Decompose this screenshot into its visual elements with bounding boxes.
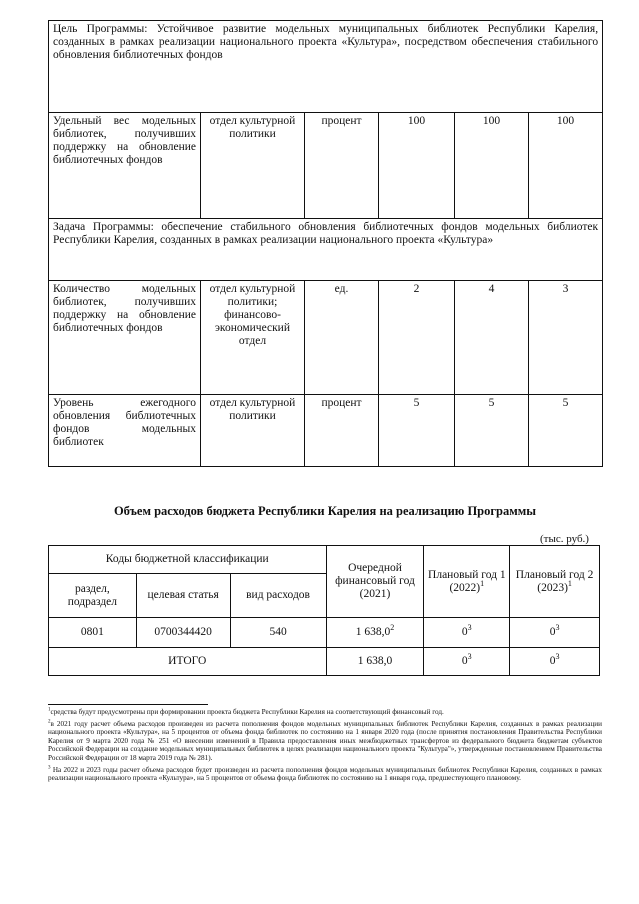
footnote-3: $^3$ На 2022 и 2023 годы расчет объема расходов будет произведен из расчета пополнения фондов модельных муниципальных библиотек Республики Карелия, созданных в рамках реализации национального проекта «Культура», на 5 процентов от объема фонда библиотек по состоянию на 1 января года, предшествующего плановому. — [48, 765, 602, 783]
total-plan-1: $0^3$ — [424, 648, 510, 676]
header-codes: Коды бюджетной классификации — [49, 546, 327, 574]
program-goal: Цель Программы: Устойчивое развитие модельных муниципальных библиотек Республики Карелия, созданных в рамках реализации национального проекта «Культура», посредством обеспечения стабильного обновления библиотечных фондов — [49, 21, 603, 113]
total-label: ИТОГО — [49, 648, 327, 676]
value-1: 2 — [379, 281, 455, 395]
responsible-dept: отдел культурной политики — [201, 113, 305, 219]
value-3: 3 — [529, 281, 603, 395]
cell-plan-1: $0^3$ — [424, 618, 510, 648]
table-row — [49, 113, 603, 219]
value-3: 5 — [529, 395, 603, 467]
value-1: 5 — [379, 395, 455, 467]
responsible-dept: отдел культурной политики; финансово-экономический отдел — [201, 281, 305, 395]
cell-kind: 540 — [230, 618, 326, 648]
indicator-name: Количество модельных библиотек, получивших поддержку на обновление библиотечных фондов — [49, 281, 201, 395]
budget-title: Объем расходов бюджета Республики Карелия на реализацию Программы — [113, 504, 537, 518]
value-2: 5 — [455, 395, 529, 467]
task-row — [49, 219, 603, 281]
header-target: целевая статья — [136, 574, 230, 618]
header-row — [49, 546, 600, 574]
cell-section: 0801 — [49, 618, 137, 648]
table-row — [49, 618, 600, 648]
indicators-table — [48, 20, 603, 467]
cell-next: 1 638,0$^2$ — [326, 618, 424, 648]
cell-plan-2: $0^3$ — [510, 618, 600, 648]
unit: процент — [305, 113, 379, 219]
cell-target: 0700344420 — [136, 618, 230, 648]
budget-table — [48, 545, 600, 676]
footnote-1: $^1$средства будут предусмотрены при формировании проекта бюджета Республики Карелия на соответствующий финансовый год. — [48, 707, 444, 716]
header-section: раздел, подраздел — [49, 574, 137, 618]
header-plan-1: Плановый год 1 $(2022)^1$ — [424, 546, 510, 618]
program-task: Задача Программы: обеспечение стабильного обновления библиотечных фондов модельных библиотек Республики Карелия, созданных в рамках реализации национального проекта «Культура» — [49, 219, 603, 281]
total-row — [49, 648, 600, 676]
value-1: 100 — [379, 113, 455, 219]
value-2: 4 — [455, 281, 529, 395]
goal-row — [49, 21, 603, 113]
value-2: 100 — [455, 113, 529, 219]
total-plan-2: $0^3$ — [510, 648, 600, 676]
unit: процент — [305, 395, 379, 467]
footnote-2: $^2$в 2021 году расчет объема расходов произведен из расчета пополнения фондов модельных муниципальных библиотек Республики Карелия, созданных в рамках реализации национального проекта «Культура», на 5 процентов от объема фонда библиотек по состоянию на 1 января 2020 года (после принятия постановления Правительства Республики Карелия от 9 марта 2020 года № 251 «О внесении изменений в Правила предоставления иных межбюджетных трансфертов из федерального бюджета бюджетам субъектов Российской Федерации на создание модельных муниципальных библиотек в целях реализации национального проекта "Культура"», утвержденные постановлением Правительства Российской Федерации от 18 марта 2019 года № 281). — [48, 719, 602, 762]
unit-note: (тыс. руб.) — [540, 533, 589, 545]
value-3: 100 — [529, 113, 603, 219]
total-next: 1 638,0 — [326, 648, 424, 676]
indicator-name: Уровень ежегодного обновления библиотечных фондов модельных библиотек — [49, 395, 201, 467]
table-row — [49, 281, 603, 395]
header-next-year: Очередной финансовый год (2021) — [326, 546, 424, 618]
unit: ед. — [305, 281, 379, 395]
indicator-name: Удельный вес модельных библиотек, получивших поддержку на обновление библиотечных фондов — [49, 113, 201, 219]
header-kind: вид расходов — [230, 574, 326, 618]
responsible-dept: отдел культурной политики — [201, 395, 305, 467]
footnotes — [48, 708, 602, 786]
table-row — [49, 395, 603, 467]
footnote-divider — [48, 704, 208, 705]
header-plan-2: Плановый год 2 $(2023)^1$ — [510, 546, 600, 618]
